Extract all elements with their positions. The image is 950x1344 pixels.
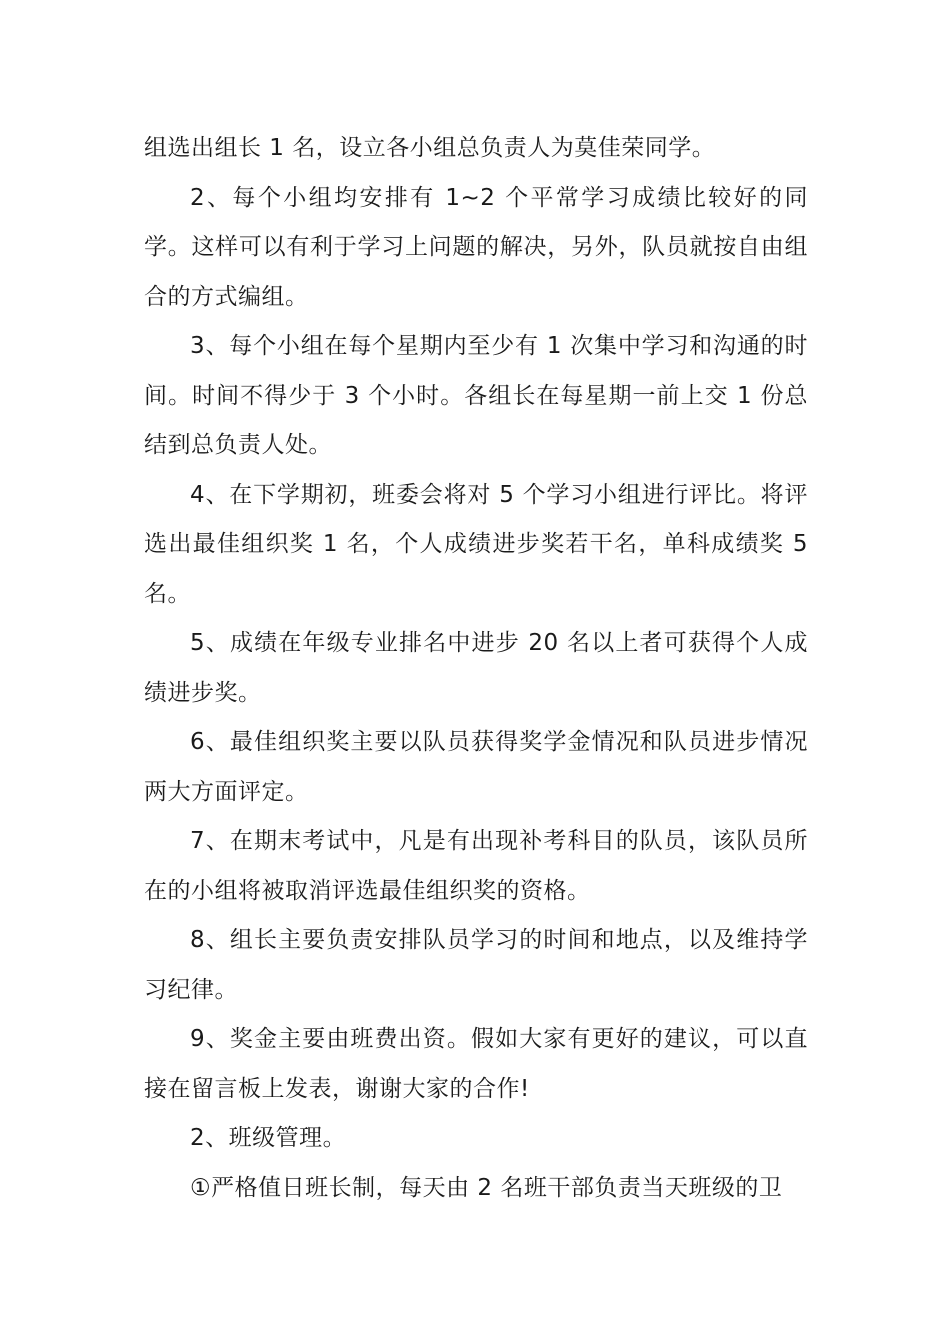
paragraph-item-4: 4、在下学期初，班委会将对 5 个学习小组进行评比。将评选出最佳组织奖 1 名，个人成绩进步奖若干名，单科成绩奖 5 名。 — [144, 481, 808, 607]
paragraph-item-9: 9、奖金主要由班费出资。假如大家有更好的建议，可以直接在留言板上发表，谢谢大家的合作! — [144, 1026, 808, 1102]
paragraph-item-7: 7、在期末考试中，凡是有出现补考科目的队员，该队员所在的小组将被取消评选最佳组织奖的资格。 — [144, 828, 808, 904]
paragraph-item-2: 2、每个小组均安排有 1~2 个平常学习成绩比较好的同学。这样可以有利于学习上问题的解决，另外，队员就按自由组合的方式编组。 — [144, 184, 808, 310]
paragraph-item-5: 5、成绩在年级专业排名中进步 20 名以上者可获得个人成绩进步奖。 — [144, 630, 808, 706]
paragraph-circled-1: ①严格值日班长制，每天由 2 名班干部负责当天班级的卫 — [190, 1174, 783, 1201]
paragraph-item-3: 3、每个小组在每个星期内至少有 1 次集中学习和沟通的时间。时间不得少于 3 个小时。各组长在每星期一前上交 1 份总结到总负责人处。 — [144, 333, 808, 458]
document-body — [144, 124, 808, 1213]
section-heading-class-management: 2、班级管理。 — [190, 1125, 347, 1151]
paragraph-item-8: 8、组长主要负责安排队员学习的时间和地点，以及维持学习纪律。 — [144, 927, 808, 1003]
paragraph-item-6: 6、最佳组织奖主要以队员获得奖学金情况和队员进步情况两大方面评定。 — [144, 729, 808, 805]
paragraph-continuation: 组选出组长 1 名，设立各小组总负责人为莫佳荣同学。 — [144, 135, 716, 161]
